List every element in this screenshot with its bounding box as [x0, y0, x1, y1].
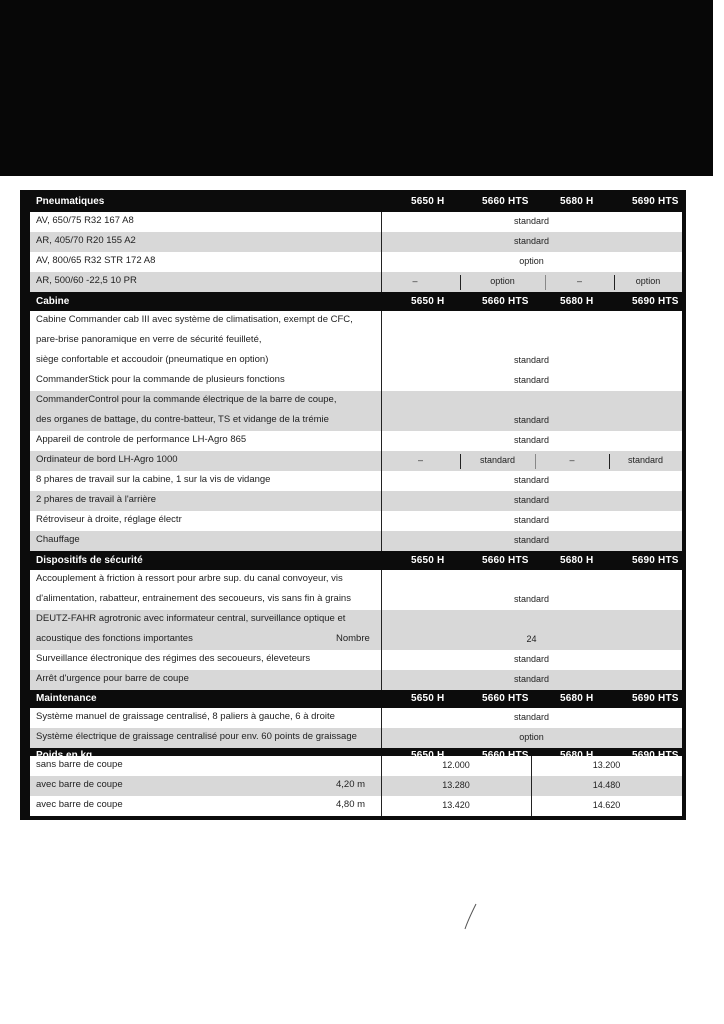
- table-row: [30, 511, 682, 531]
- column-header-5690hts: 5690 HTS: [632, 555, 679, 566]
- section-title: Pneumatiques: [36, 196, 105, 207]
- cell-5650h: –: [412, 276, 418, 286]
- row-label: AV, 800/65 R32 STR 172 A8: [36, 255, 156, 266]
- table-row: [30, 708, 682, 728]
- cell-5650h: –: [417, 455, 423, 465]
- row-value: standard: [513, 375, 550, 385]
- section-title: Dispositifs de sécurité: [36, 555, 143, 566]
- table-row: [30, 391, 682, 411]
- row-unit: 4,20 m: [336, 779, 366, 790]
- row-value: standard: [513, 515, 550, 525]
- section-title: Cabine: [36, 296, 70, 307]
- row-label: siège confortable et accoudoir (pneumatique en option): [36, 354, 269, 365]
- table-row: [30, 252, 682, 272]
- row-label: Rétroviseur à droite, réglage électr: [36, 514, 182, 525]
- row-label: Cabine Commander cab III avec système de climatisation, exempt de CFC,: [36, 314, 353, 325]
- column-header-5680h: 5680 H: [560, 296, 594, 307]
- row-value: standard: [513, 594, 550, 604]
- row-label: Chauffage: [36, 534, 80, 545]
- row-label: Surveillance électronique des régimes des secoueurs, éleveteurs: [36, 653, 311, 664]
- row-value: standard: [513, 435, 550, 445]
- weight-5650-5660: 12.000: [442, 760, 470, 770]
- table-row: [30, 311, 682, 331]
- row-label: Appareil de controle de performance LH-Agro 865: [36, 434, 247, 445]
- section-header-cabine: [30, 293, 682, 311]
- section-header-securite: [30, 552, 682, 570]
- row-label: pare-brise panoramique en verre de sécurité feuilleté,: [36, 334, 262, 345]
- table-row: [30, 776, 682, 796]
- row-value: standard: [513, 415, 550, 425]
- column-header-5650h: 5650 H: [411, 196, 445, 207]
- section-header-maintenance: [30, 690, 682, 708]
- cell-5690hts: option: [635, 276, 661, 286]
- column-header-5680h: 5680 H: [560, 196, 594, 207]
- weight-5680-5690: 13.200: [592, 760, 621, 770]
- weight-5680-5690: 14.620: [592, 800, 621, 810]
- column-header-5650h: 5650 H: [411, 555, 445, 566]
- column-header-5660hts: 5660 HTS: [482, 693, 529, 704]
- table-row: [30, 351, 682, 371]
- row-label: avec barre de coupe: [36, 779, 123, 790]
- row-value: standard: [513, 355, 550, 365]
- cell-5660hts: standard: [479, 455, 516, 465]
- table-row: [30, 650, 682, 670]
- table-row: [30, 756, 682, 776]
- row-label: Arrêt d'urgence pour barre de coupe: [36, 673, 189, 684]
- table-row: [30, 331, 682, 351]
- table-row: [30, 728, 682, 748]
- row-label: des organes de battage, du contre-batteur, TS et vidange de la trémie: [36, 414, 329, 425]
- table-row: [30, 471, 682, 491]
- pen-mark: [460, 902, 480, 932]
- column-divider: [381, 311, 382, 331]
- column-header-5690hts: 5690 HTS: [632, 196, 679, 207]
- cell-5660hts: option: [490, 276, 515, 286]
- table-row: [30, 796, 682, 816]
- section-title: Maintenance: [36, 693, 97, 704]
- row-unit: 4,80 m: [336, 799, 366, 810]
- row-value: option: [519, 256, 544, 266]
- row-value: standard: [513, 674, 550, 684]
- column-header-5660hts: 5660 HTS: [482, 296, 529, 307]
- cell-5680h: –: [576, 276, 582, 286]
- table-row: [30, 451, 682, 471]
- table-row: [30, 491, 682, 511]
- row-label: DEUTZ-FAHR agrotronic avec informateur central, surveillance optique et: [36, 613, 346, 624]
- row-label: Système électrique de graissage centralisé pour env. 60 points de graissage: [36, 731, 357, 742]
- table-row: [30, 610, 682, 630]
- weight-5680-5690: 14.480: [592, 780, 621, 790]
- column-header-5680h: 5680 H: [560, 555, 594, 566]
- row-value: option: [519, 732, 544, 742]
- table-row: [30, 232, 682, 252]
- column-header-5660hts: 5660 HTS: [482, 555, 529, 566]
- row-value: standard: [513, 236, 550, 246]
- table-row: [30, 590, 682, 610]
- row-value: standard: [513, 475, 550, 485]
- row-label: CommanderStick pour la commande de plusieurs fonctions: [36, 374, 285, 385]
- row-label: Ordinateur de bord LH-Agro 1000: [36, 454, 178, 465]
- specification-table: [20, 190, 686, 820]
- row-value: standard: [513, 654, 550, 664]
- cell-5680h: –: [569, 455, 575, 465]
- row-label: AV, 650/75 R32 167 A8: [36, 215, 134, 226]
- row-label: AR, 500/60 -22,5 10 PR: [36, 275, 137, 286]
- row-value: standard: [513, 495, 550, 505]
- row-label: Accouplement à friction à ressort pour arbre sup. du canal convoyeur, vis: [36, 573, 343, 584]
- column-header-5690hts: 5690 HTS: [632, 693, 679, 704]
- weight-5650-5660: 13.420: [442, 800, 470, 810]
- row-label: 2 phares de travail à l'arrière: [36, 494, 157, 505]
- row-unit: Nombre: [336, 633, 370, 644]
- table-row: [30, 212, 682, 232]
- section-header-pneumatiques: [30, 193, 682, 211]
- column-divider: [381, 391, 382, 411]
- column-header-5660hts: 5660 HTS: [482, 196, 529, 207]
- weight-5650-5660: 13.280: [442, 780, 470, 790]
- column-divider: [381, 331, 382, 351]
- cell-5690hts: standard: [627, 455, 664, 465]
- table-row: [30, 531, 682, 551]
- row-label: AR, 405/70 R20 155 A2: [36, 235, 136, 246]
- column-header-5650h: 5650 H: [411, 296, 445, 307]
- table-row: [30, 371, 682, 391]
- column-header-5650h: 5650 H: [411, 693, 445, 704]
- table-row: [30, 570, 682, 590]
- row-label: CommanderControl pour la commande électrique de la barre de coupe,: [36, 394, 337, 405]
- table-row: [30, 431, 682, 451]
- row-label: avec barre de coupe: [36, 799, 123, 810]
- table-row: [30, 411, 682, 431]
- row-label: Système manuel de graissage centralisé, 8 paliers à gauche, 6 à droite: [36, 711, 335, 722]
- top-black-band: [0, 0, 713, 176]
- row-label: 8 phares de travail sur la cabine, 1 sur la vis de vidange: [36, 474, 271, 485]
- row-value: standard: [513, 535, 550, 545]
- row-label: sans barre de coupe: [36, 759, 123, 770]
- column-header-5690hts: 5690 HTS: [632, 296, 679, 307]
- column-header-5680h: 5680 H: [560, 693, 594, 704]
- table-row: [30, 272, 682, 292]
- table-row: [30, 630, 682, 650]
- row-value: 24: [526, 634, 537, 644]
- row-value: standard: [513, 712, 550, 722]
- row-label: d'alimentation, rabatteur, entrainement des secoueurs, vis sans fin à grains: [36, 593, 351, 604]
- table-row: [30, 670, 682, 690]
- column-divider: [381, 610, 382, 630]
- row-value: standard: [513, 216, 550, 226]
- row-label: acoustique des fonctions importantes: [36, 633, 193, 644]
- column-divider: [381, 570, 382, 590]
